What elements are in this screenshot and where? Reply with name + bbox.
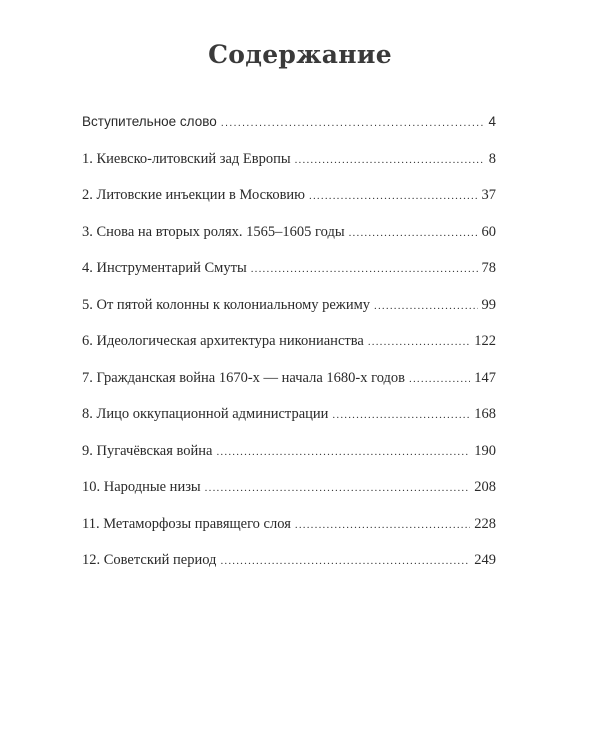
toc-entry-title: Вступительное слово <box>82 114 217 129</box>
dot-leader <box>309 178 477 215</box>
toc-entry-title: 9. Пугачёвская война <box>82 442 213 459</box>
toc-entry-page: 147 <box>474 369 496 386</box>
toc-entry[interactable] <box>82 214 496 251</box>
page-title: Содержание <box>208 40 392 69</box>
toc-entry-title: 1. Киевско-литовский зад Европы <box>82 150 291 167</box>
dot-leader <box>221 105 485 142</box>
dot-leader <box>349 215 478 252</box>
toc-entry-title: 2. Литовские инъекции в Московию <box>82 187 306 203</box>
dot-leader <box>251 251 478 288</box>
dot-leader <box>368 324 470 361</box>
toc-entry-title: 7. Гражданская война 1670-х — начала 1680-х годов <box>82 369 406 386</box>
toc-entry-page: 208 <box>474 479 496 495</box>
toc-entry-page: 99 <box>481 296 496 313</box>
toc-entry[interactable] <box>82 287 496 324</box>
toc-entry[interactable] <box>82 177 496 214</box>
toc-entry-page: 60 <box>481 223 496 240</box>
dot-leader <box>216 434 470 471</box>
toc-entry-page: 249 <box>474 552 496 568</box>
toc-entry-page: 190 <box>474 442 496 459</box>
toc-entry-title: 3. Снова на вторых ролях. 1565–1605 годы <box>82 223 345 240</box>
table-of-contents <box>82 104 496 579</box>
dot-leader <box>332 397 470 434</box>
toc-entry-title: 4. Инструментарий Смуты <box>82 260 247 276</box>
toc-entry-page: 122 <box>474 333 496 349</box>
toc-entry[interactable] <box>82 433 496 470</box>
toc-entry[interactable] <box>82 396 496 433</box>
dot-leader <box>374 288 477 325</box>
toc-entry-page: 168 <box>474 406 496 422</box>
toc-entry-page: 78 <box>481 260 496 276</box>
toc-entry[interactable] <box>82 506 496 543</box>
toc-entry[interactable] <box>82 104 496 141</box>
toc-entry-title: 12. Советский период <box>82 552 217 568</box>
dot-leader <box>295 142 485 179</box>
dot-leader <box>220 543 470 580</box>
toc-entry-page: 228 <box>474 515 496 532</box>
toc-entry-title: 11. Метаморфозы правящего слоя <box>82 515 291 532</box>
toc-entry-page: 8 <box>488 150 496 167</box>
dot-leader <box>409 361 470 398</box>
toc-entry-title: 8. Лицо оккупационной администрации <box>82 406 329 422</box>
toc-entry[interactable] <box>82 250 496 287</box>
dot-leader <box>295 507 470 544</box>
dot-leader <box>205 470 471 507</box>
toc-entry[interactable] <box>82 323 496 360</box>
toc-entry[interactable] <box>82 360 496 397</box>
toc-entry-title: 10. Народные низы <box>82 479 201 495</box>
toc-entry[interactable] <box>82 469 496 506</box>
toc-entry-title: 6. Идеологическая архитектура никонианства <box>82 333 364 349</box>
toc-entry[interactable] <box>82 542 496 579</box>
toc-entry-title: 5. От пятой колонны к колониальному режиму <box>82 296 371 313</box>
toc-entry-page: 37 <box>481 187 496 203</box>
toc-entry-page: 4 <box>488 114 496 129</box>
toc-entry[interactable] <box>82 141 496 178</box>
